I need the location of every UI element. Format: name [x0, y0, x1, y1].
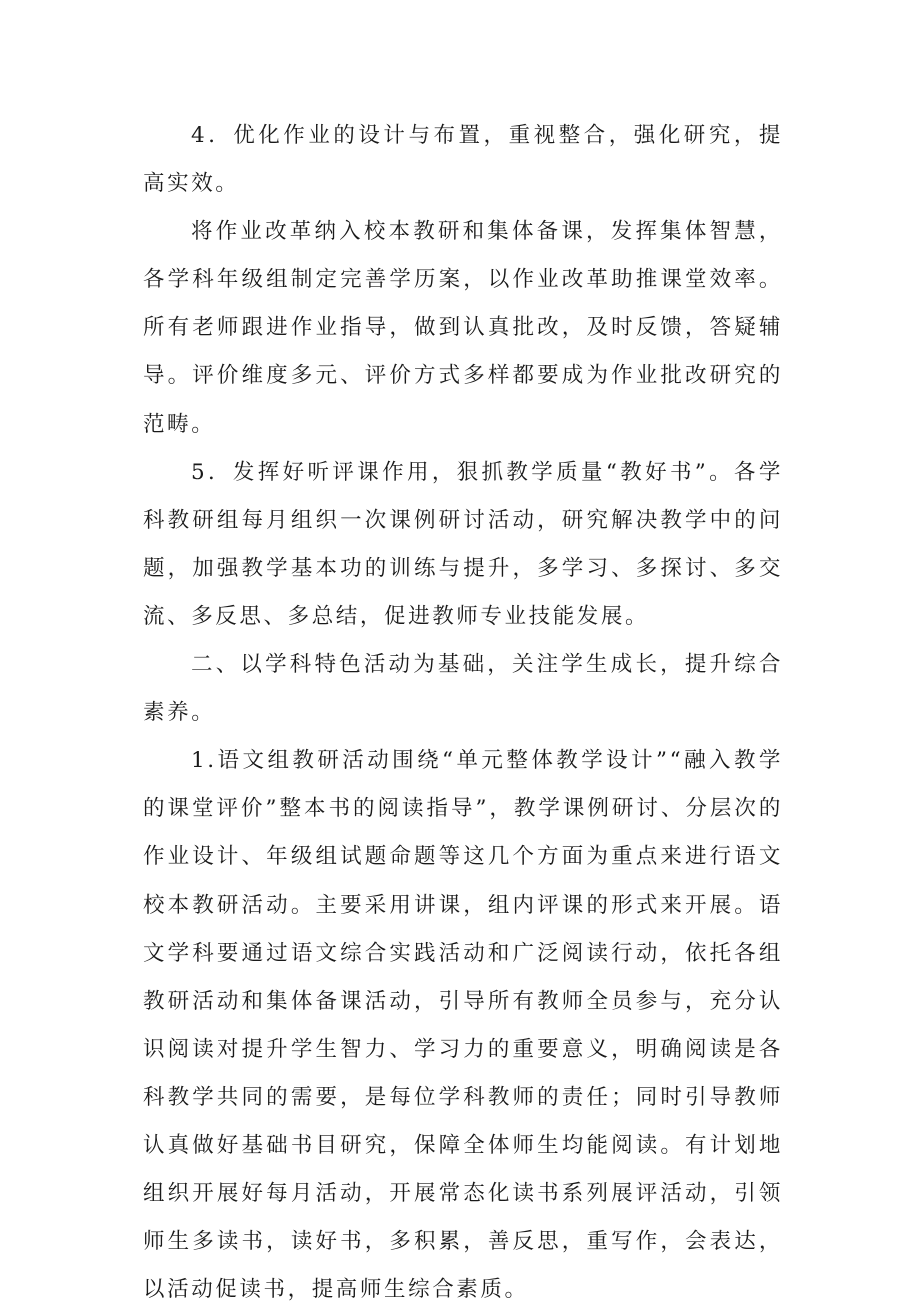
- paragraph-homework-optimization: 4．优化作业的设计与布置，重视整合，强化研究，提高实效。: [143, 123, 783, 197]
- paragraph-chinese-group-activities: 1.语文组教研活动围绕“单元整体教学设计”“融入教学的课堂评价”整本书的阅读指导”，教学课例研讨、分层次的作业设计、年级组试题命题等这几个方面为重点来进行语文校本教研活动。主要采用讲课，组内评课的形式来开展。语文学科要通过语文综合实践活动和广泛阅读行动，依托各组教研活动和集体备课活动，引导所有教师全员参与，充分认识阅读对提升学生智力、学习力的重要意义，明确阅读是各科教学共同的需要，是每位学科教师的责任；同时引导教师认真做好基础书目研究，保障全体师生均能阅读。有计划地组织开展好每月活动，开展常态化读书系列展评活动，引领师生多读书，读好书，多积累，善反思，重写作，会表达，以活动促读书，提高师生综合素质。: [143, 748, 783, 1303]
- paragraph-homework-reform: 将作业改革纳入校本教研和集体备课，发挥集体智慧，各学科年级组制定完善学历案，以作业改革助推课堂效率。所有老师跟进作业指导，做到认真批改，及时反馈，答疑辅导。评价维度多元、评价方式多样都要成为作业批改研究的范畴。: [143, 219, 783, 437]
- paragraph-lesson-evaluation: 5．发挥好听评课作用，狠抓教学质量“教好书”。各学科教研组每月组织一次课例研讨活动，研究解决教学中的问题，加强教学基本功的训练与提升，多学习、多探讨、多交流、多反思、多总结，促进教师专业技能发展。: [143, 459, 783, 629]
- section-heading-subject-activities: 二、以学科特色活动为基础，关注学生成长，提升综合素养。: [143, 652, 783, 726]
- document-body: [143, 112, 783, 1314]
